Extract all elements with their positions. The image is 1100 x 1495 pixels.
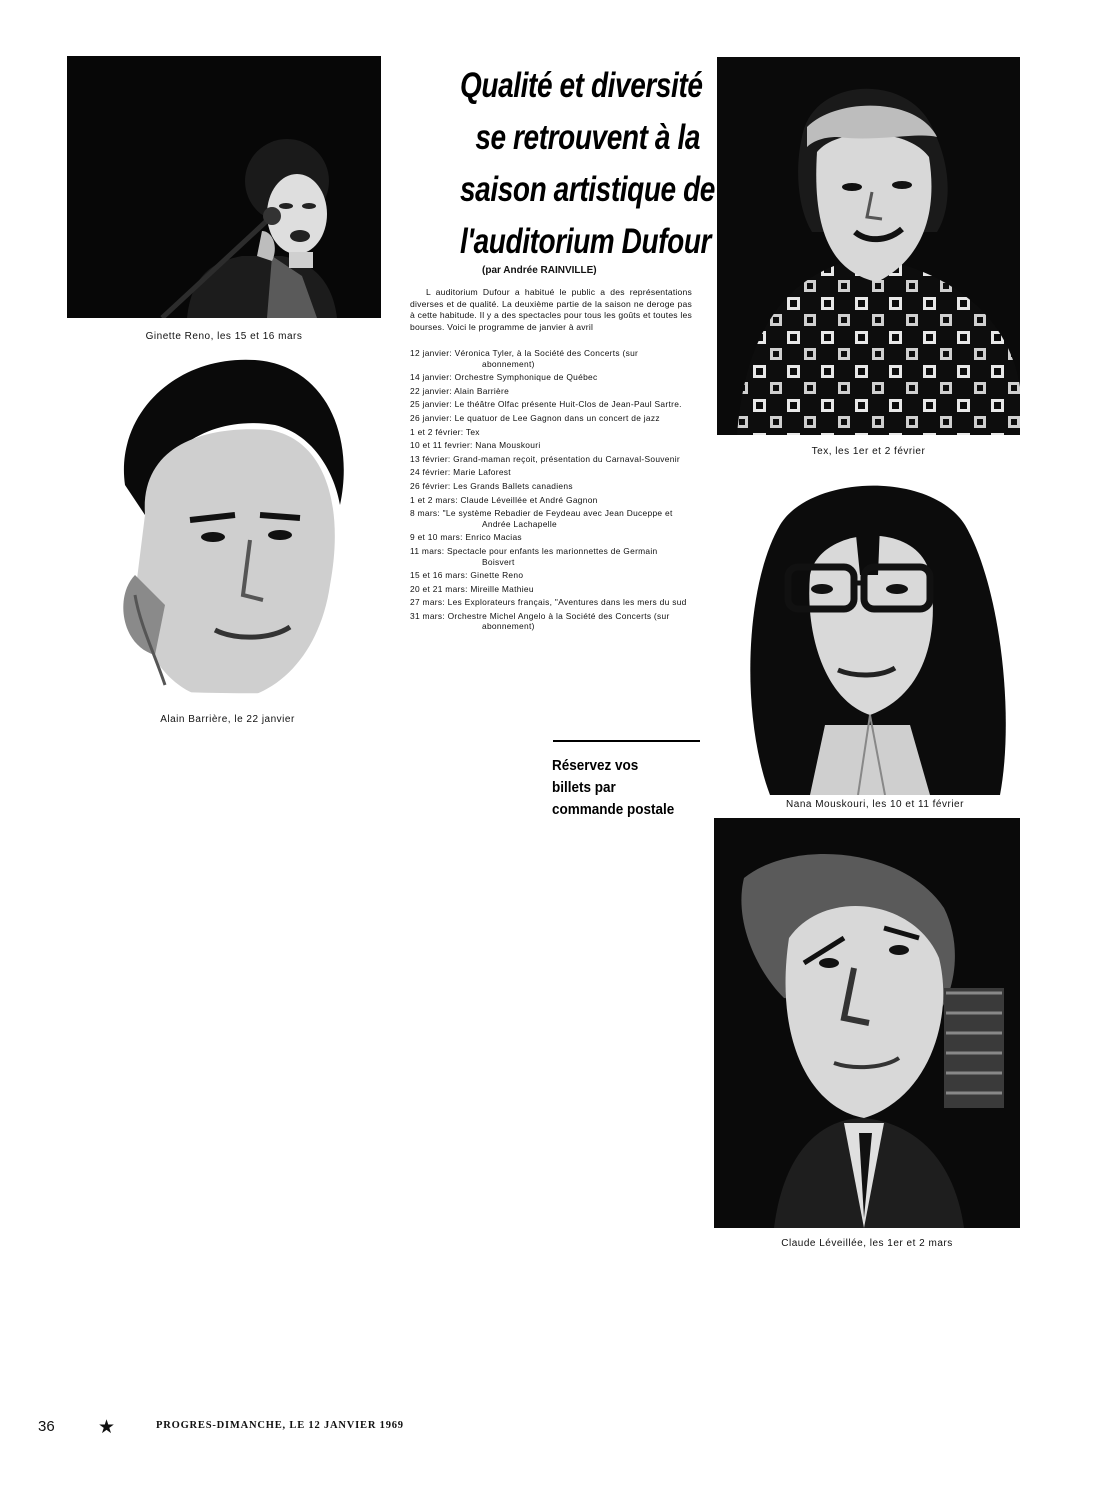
reserve-notice: [552, 755, 696, 821]
nana-mouskouri-illustration: [730, 465, 1020, 795]
headline-line-1: Qualité et diversité: [460, 66, 703, 105]
newspaper-dateline: PROGRES-DIMANCHE, LE 12 JANVIER 1969: [156, 1420, 404, 1431]
schedule-item: 24 février: Marie Laforest: [410, 467, 511, 478]
schedule-item: 31 mars: Orchestre Michel Angelo à la Société des Concerts (sur abonnement): [410, 610, 670, 632]
headline-line-2: se retrouvent à la: [475, 118, 700, 157]
alain-barriere-illustration: [95, 355, 360, 707]
caption-ginette-reno: Ginette Reno, les 15 et 16 mars: [145, 331, 303, 342]
claude-leveillee-illustration: [714, 818, 1020, 1228]
schedule-item: 15 et 16 mars: Ginette Reno: [410, 570, 524, 581]
schedule-item: 1 et 2 février: Tex: [410, 426, 480, 437]
schedule-item: 11 mars: Spectacle pour enfants les marionnettes de Germain Boisvert: [410, 545, 658, 567]
headline-line-3: saison artistique de: [460, 170, 715, 209]
photo-claude-leveillee: [714, 818, 1020, 1228]
schedule-item: 20 et 21 mars: Mireille Mathieu: [410, 583, 534, 594]
schedule-item: 14 janvier: Orchestre Symphonique de Québec: [410, 372, 598, 383]
schedule-item: 26 février: Les Grands Ballets canadiens: [410, 480, 573, 491]
schedule-item: 22 janvier: Alain Barrière: [410, 385, 510, 396]
schedule-item: 8 mars: "Le système Rebadier de Feydeau avec Jean Duceppe et Andrée Lachapelle: [410, 508, 673, 529]
ginette-reno-illustration: [67, 56, 381, 318]
reserve-line-3: commande postale: [552, 801, 675, 818]
caption-tex: Tex, les 1er et 2 février: [811, 446, 926, 457]
caption-claude-leveillee: Claude Léveillée, les 1er et 2 mars: [781, 1238, 953, 1249]
tex-illustration: [717, 57, 1020, 435]
photo-tex: [717, 57, 1020, 435]
caption-nana-mouskouri: Nana Mouskouri, les 10 et 11 février: [786, 799, 964, 810]
page-number: 36: [38, 1418, 55, 1435]
schedule-item: 1 et 2 mars: Claude Léveillée et André Gagnon: [410, 494, 598, 505]
headline-line-4: l'auditorium Dufour: [460, 222, 712, 261]
photo-ginette-reno: [67, 56, 381, 318]
schedule-item: 13 février: Grand-maman reçoit, présentation du Carnaval-Souvenir: [410, 453, 680, 464]
schedule-item: 12 janvier: Véronica Tyler, à la Société des Concerts (sur abonnement): [410, 348, 639, 369]
schedule-item: 9 et 10 mars: Enrico Macias: [410, 532, 522, 543]
schedule-list: [410, 348, 692, 635]
schedule-item: 26 janvier: Le quatuor de Lee Gagnon dans un concert de jazz: [410, 412, 660, 423]
headline: [460, 60, 715, 268]
schedule-item: 25 janvier: Le théâtre Olfac présente Huit-Clos de Jean-Paul Sartre.: [410, 399, 682, 410]
caption-alain-barriere: Alain Barrière, le 22 janvier: [160, 714, 295, 725]
schedule-item: 27 mars: Les Explorateurs français, "Aventures dans les mers du sud: [410, 597, 687, 608]
photo-nana-mouskouri: [730, 465, 1020, 795]
schedule-item: 10 et 11 fevrier: Nana Mouskouri: [410, 440, 541, 451]
byline: (par Andrée RAINVILLE): [482, 265, 597, 276]
divider-rule: [553, 740, 700, 742]
reserve-line-2: billets par: [552, 779, 616, 796]
reserve-line-1: Réservez vos: [552, 757, 639, 774]
star-icon: ★: [98, 1417, 116, 1438]
article-intro: L auditorium Dufour a habitué le public a des représentations diverses et de qualité. La deuxième partie de la saison ne deroge pas à cette habitude. Il y a des spectacles pour tous les goûts et toutes les bourses. Voici le programme de janvier à avril: [410, 287, 692, 332]
photo-alain-barriere: [95, 355, 360, 707]
